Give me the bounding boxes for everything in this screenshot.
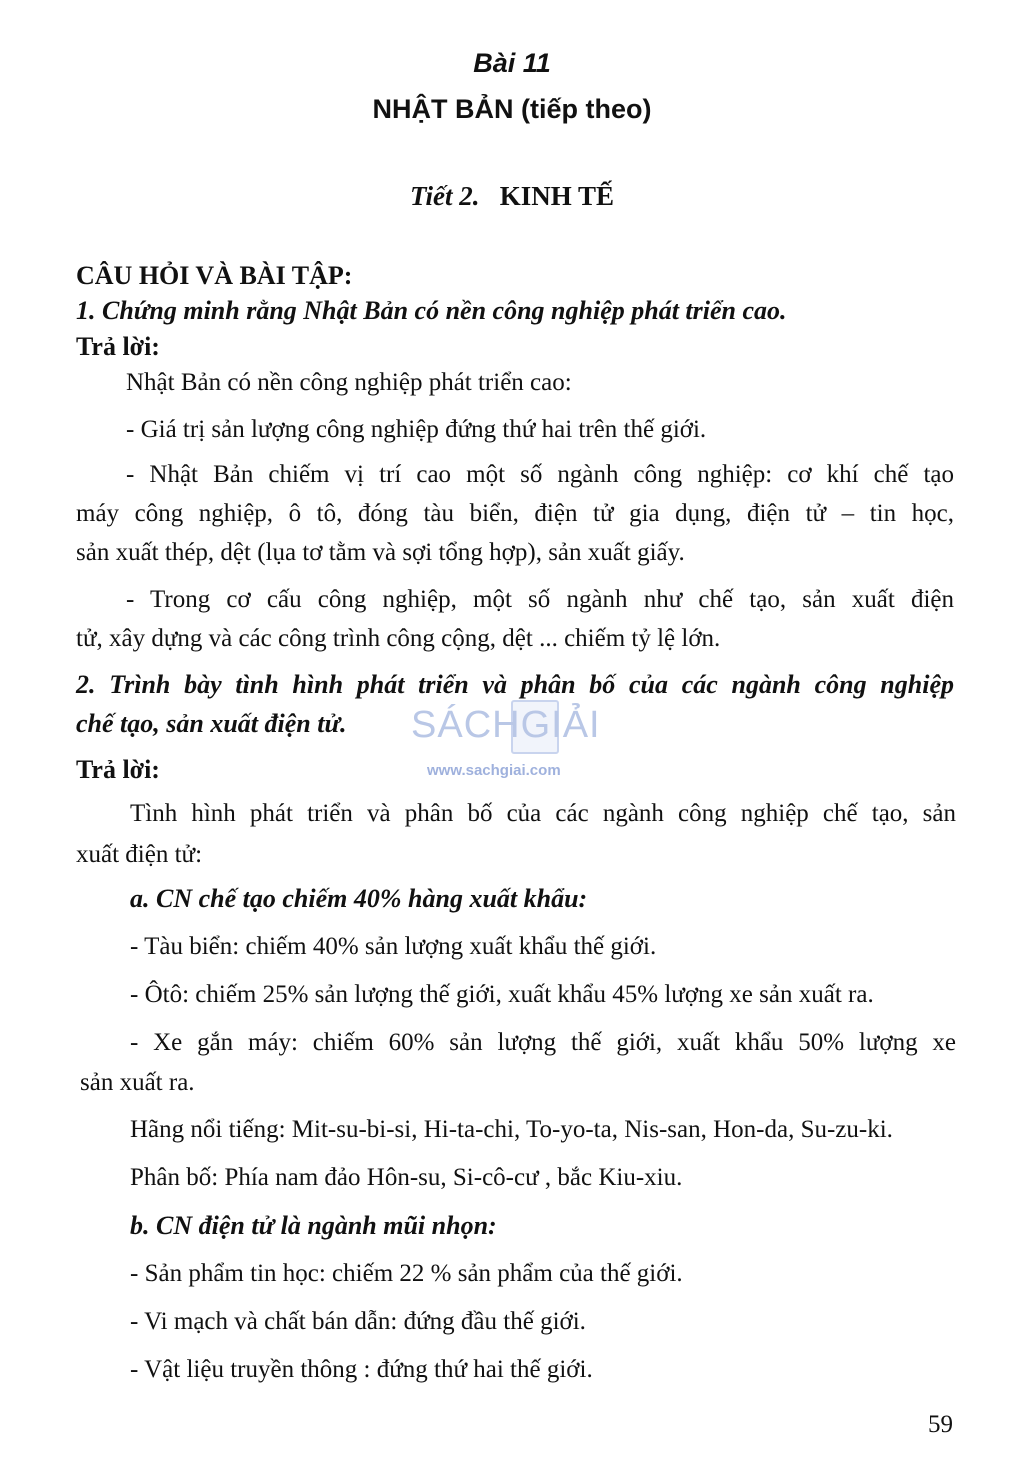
- period-title: KINH TẾ: [499, 181, 615, 211]
- q1-line: - Nhật Bản chiếm vị trí cao một số ngành công nghiệp: cơ khí chế tạo: [126, 461, 954, 488]
- lesson-number: Bài 11: [473, 48, 551, 78]
- question-2-line-2: chế tạo, sản xuất điện tử.: [76, 709, 347, 738]
- q1-line: - Trong cơ cấu công nghiệp, một số ngành như chế tạo, sản xuất điện: [126, 586, 954, 613]
- q1-line: máy công nghiệp, ô tô, đóng tàu biển, điện tử gia dụng, điện tử – tin học,: [76, 500, 954, 527]
- q1-line: sản xuất thép, dệt (lụa tơ tằm và sợi tổng hợp), sản xuất giấy.: [76, 539, 685, 566]
- q1-line: tử, xây dựng và các công trình công cộng, dệt ... chiếm tỷ lệ lớn.: [76, 625, 721, 652]
- part-b-heading: b. CN điện tử là ngành mũi nhọn:: [130, 1211, 497, 1240]
- question-2-line-1: 2. Trình bày tình hình phát triển và phân bố của các ngành công nghiệp: [76, 670, 954, 699]
- q2-intro-line-1: Tình hình phát triển và phân bố của các ngành công nghiệp chế tạo, sản: [130, 800, 956, 827]
- answer-label-2: Trả lời:: [76, 755, 160, 784]
- part-a-line: Hãng nổi tiếng: Mit-su-bi-si, Hi-ta-chi, To-yo-ta, Nis-san, Hon-da, Su-zu-ki.: [130, 1116, 893, 1143]
- lesson-title: NHẬT BẢN (tiếp theo): [372, 94, 652, 124]
- q1-line: - Giá trị sản lượng công nghiệp đứng thứ hai trên thế giới.: [126, 416, 707, 443]
- q1-line: Nhật Bản có nền công nghiệp phát triển cao:: [126, 369, 572, 396]
- part-a-line: Phân bố: Phía nam đảo Hôn-su, Si-cô-cư , bắc Kiu-xiu.: [130, 1164, 683, 1191]
- part-a-heading: a. CN chế tạo chiếm 40% hàng xuất khẩu:: [130, 884, 588, 913]
- part-b-line: - Vật liệu truyền thông : đứng thứ hai thế giới.: [130, 1356, 593, 1383]
- page-number: 59: [928, 1411, 953, 1438]
- period-label: Tiết 2.: [409, 181, 480, 211]
- part-a-line: - Ôtô: chiếm 25% sản lượng thế giới, xuất khẩu 45% lượng xe sản xuất ra.: [130, 981, 874, 1008]
- part-a-line: - Tàu biển: chiếm 40% sản lượng xuất khẩu thế giới.: [130, 933, 657, 960]
- answer-label-1: Trả lời:: [76, 332, 160, 361]
- question-1: 1. Chứng minh rằng Nhật Bản có nền công nghiệp phát triển cao.: [76, 296, 787, 325]
- part-a-line: - Xe gắn máy: chiếm 60% sản lượng thế giới, xuất khẩu 50% lượng xe: [130, 1029, 956, 1056]
- part-b-line: - Sản phẩm tin học: chiếm 22 % sản phẩm của thế giới.: [130, 1260, 683, 1287]
- q2-intro-line-2: xuất điện tử:: [76, 841, 203, 868]
- watermark-brand: SÁCHGIẢI: [411, 704, 601, 746]
- section-heading: CÂU HỎI VÀ BÀI TẬP:: [76, 261, 353, 290]
- watermark-url: www.sachgiai.com: [427, 762, 561, 779]
- watermark: [405, 700, 620, 790]
- part-b-line: - Vi mạch và chất bán dẫn: đứng đầu thế giới.: [130, 1308, 586, 1335]
- part-a-line: sản xuất ra.: [80, 1069, 195, 1096]
- watermark-logo-box: [511, 700, 559, 754]
- period-heading: [0, 183, 1024, 210]
